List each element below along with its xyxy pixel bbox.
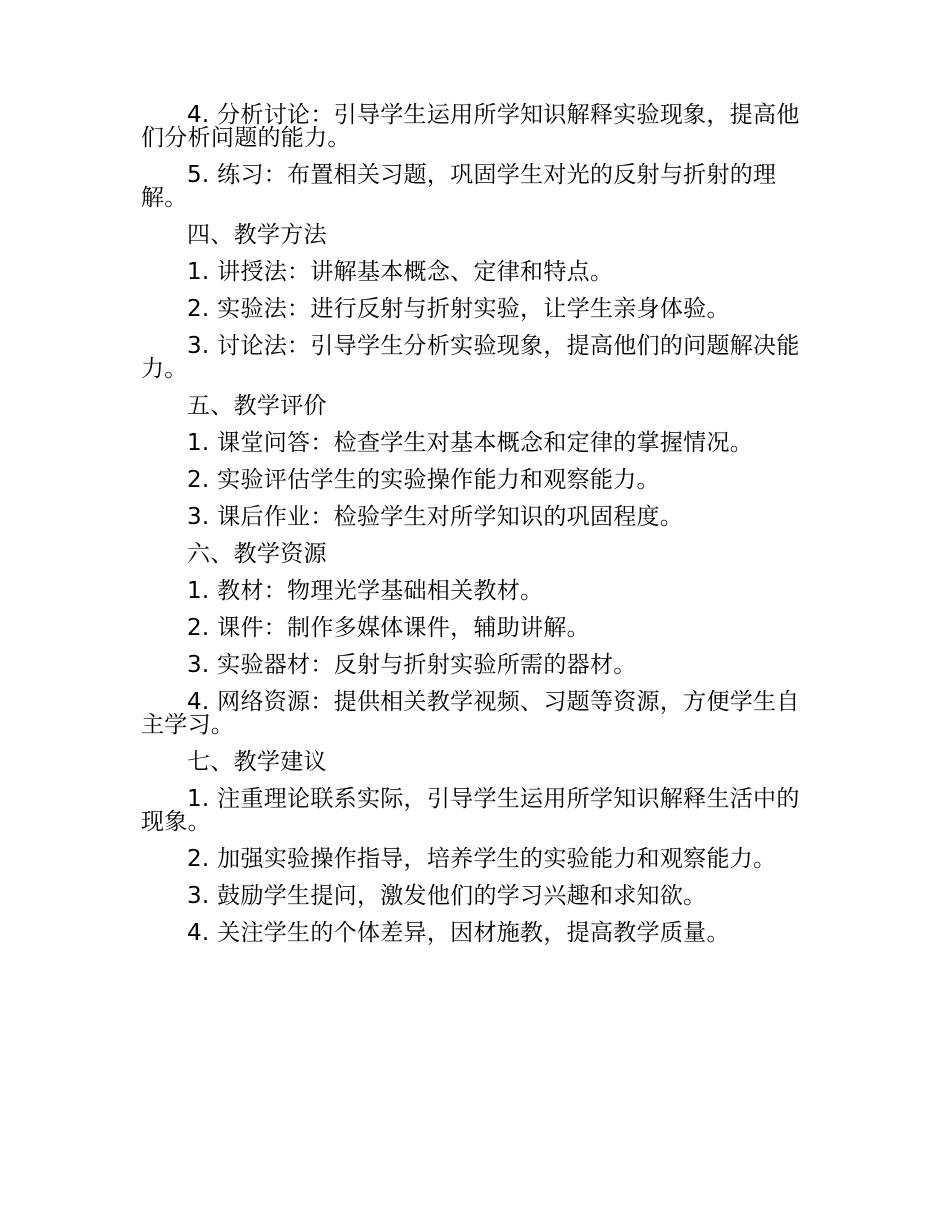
section-heading-teaching-resources: 六、教学资源: [187, 541, 327, 567]
paragraph-courseware: 2. 课件：制作多媒体课件，辅助讲解。: [187, 615, 590, 641]
paragraph-experiment-evaluation: 2. 实验评估学生的实验操作能力和观察能力。: [187, 467, 660, 493]
section-heading-teaching-suggestions: 七、教学建议: [187, 749, 327, 775]
paragraph-class-questions: 1. 课堂问答：检查学生对基本概念和定律的掌握情况。: [187, 430, 754, 456]
paragraph-lab-equipment: 3. 实验器材：反射与折射实验所需的器材。: [187, 652, 637, 678]
paragraph-individual-differences: 4. 关注学生的个体差异，因材施教，提高教学质量。: [187, 920, 730, 946]
paragraph-textbook: 1. 教材：物理光学基础相关教材。: [187, 578, 544, 604]
paragraph-encourage-questions: 3. 鼓励学生提问，激发他们的学习兴趣和求知欲。: [187, 883, 707, 909]
paragraph-lecture-method: 1. 讲授法：讲解基本概念、定律和特点。: [187, 259, 614, 285]
document-body: [141, 104, 813, 959]
paragraph-discussion-method: 3. 讨论法：引导学生分析实验现象，提高他们的问题解决能力。: [141, 333, 800, 382]
paragraph-experiment-guidance: 2. 加强实验操作指导，培养学生的实验能力和观察能力。: [187, 846, 777, 872]
section-heading-teaching-evaluation: 五、教学评价: [187, 393, 327, 419]
paragraph-homework: 3. 课后作业：检验学生对所学知识的巩固程度。: [187, 504, 684, 530]
paragraph-analysis-discussion: 4. 分析讨论：引导学生运用所学知识解释实验现象，提高他们分析问题的能力。: [141, 102, 800, 151]
paragraph-experiment-method: 2. 实验法：进行反射与折射实验，让学生亲身体验。: [187, 296, 730, 322]
section-heading-teaching-methods: 四、教学方法: [187, 222, 327, 248]
paragraph-online-resources: 4. 网络资源：提供相关教学视频、习题等资源，方便学生自主学习。: [141, 689, 800, 738]
paragraph-theory-practice: 1. 注重理论联系实际，引导学生运用所学知识解释生活中的现象。: [141, 786, 800, 835]
paragraph-practice: 5. 练习：布置相关习题，巩固学生对光的反射与折射的理解。: [141, 162, 777, 211]
